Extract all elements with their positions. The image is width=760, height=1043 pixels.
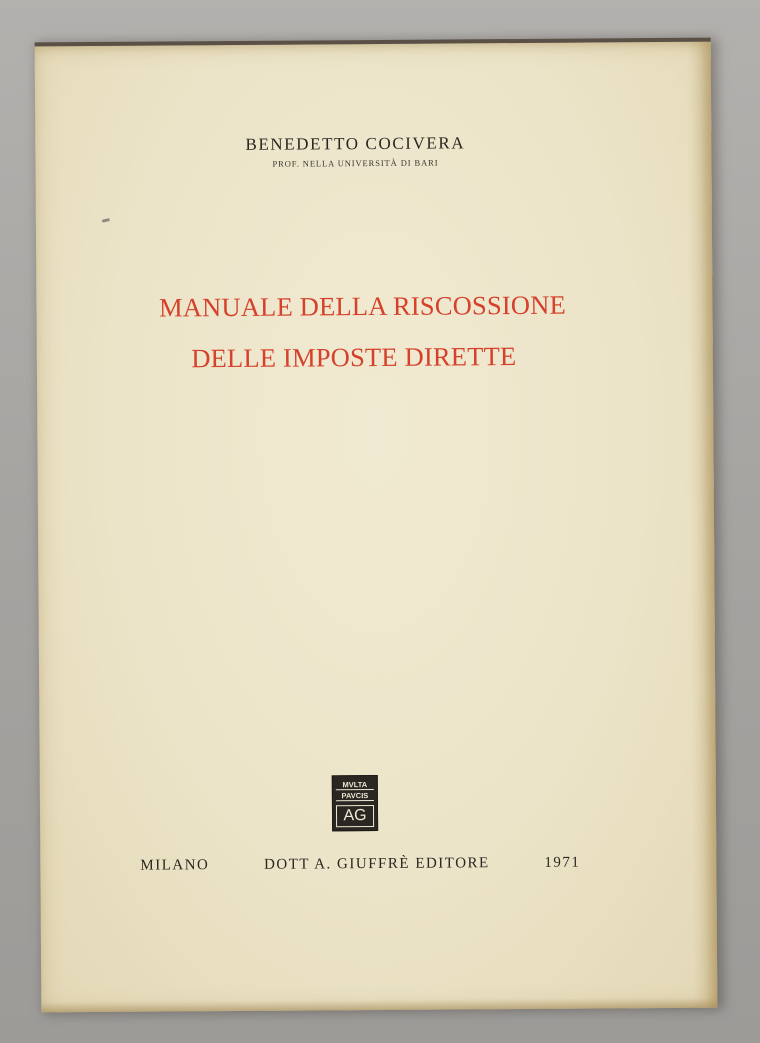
- author-affiliation: PROF. NELLA UNIVERSITÀ DI BARI: [272, 157, 439, 169]
- author-name: BENEDETTO COCIVERA: [245, 133, 466, 154]
- imprint-line: [140, 855, 580, 875]
- publisher-logo: [332, 775, 378, 831]
- logo-monogram: AG: [336, 805, 374, 827]
- imprint-year: 1971: [544, 854, 581, 871]
- book-title-line-2: DELLE IMPOSTE DIRETTE: [191, 341, 517, 374]
- logo-motto-line-2: PAVCIS: [336, 791, 374, 801]
- paper-speck: [102, 218, 110, 223]
- book-title-line-1: MANUALE DELLA RISCOSSIONE: [158, 289, 567, 323]
- book-cover: [35, 38, 718, 1013]
- imprint-city: MILANO: [140, 857, 210, 874]
- logo-motto-line-1: MVLTA: [336, 780, 374, 790]
- imprint-publisher: DOTT A. GIUFFRÈ EDITORE: [264, 855, 490, 873]
